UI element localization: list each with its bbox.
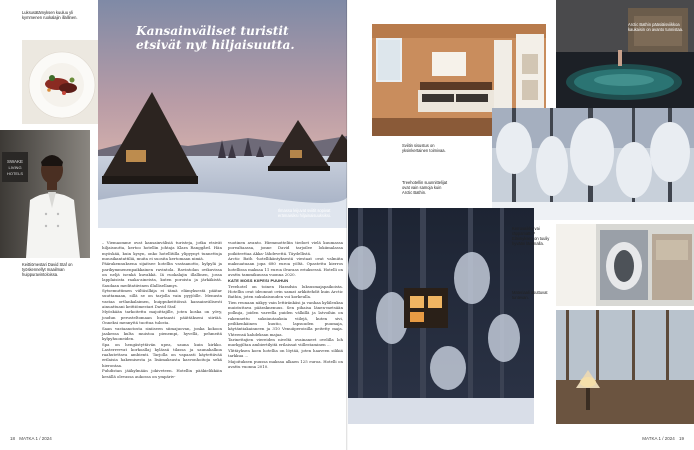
paragraph: Sytsemuttimen viiltäsilkija ei tämä elämyksestä päätar suuttamaan, sillä se on tarjolla vain pyyjöille. Menusta vastaa ortlankalaimen, huippukeittiössä kansainvälisesti ainuattuani keittiömestari David Staf. — [102, 288, 222, 309]
arctic-pool-photo — [556, 0, 694, 108]
caption-bedroom: Sviitin sisustus on yksinkertainen toimivaa. — [402, 143, 446, 153]
food-photo — [22, 40, 100, 124]
caption-cabins: Ilmassa leijuvat sviitit sopivat erämaisiksi hiljainaisuuksiksi. — [278, 208, 332, 218]
paragraph: – Viemaomme ovat kansainvälisiä turisteja, jotka etsivät hiljaisuutta, kertoo hotellin johtaja Klara Ranggård. Hän myöskää, kuin kysyn, onko hotellitilla ylipyynyt tunnettuja muusikantattiliä, muita ei suosita kertomaan nimiä. — [102, 240, 222, 261]
paragraph: vuotinen avanto. Hiemmotteliin tiedoet vielä kuumassa porealtaassa, jonne David tarjoilee lokiimalassa poikiteettaa Akka- lähdevettä. Täydellistä. — [228, 240, 343, 256]
page-number-left: 18 — [10, 436, 16, 441]
pool-image — [556, 0, 694, 108]
footer-left — [10, 436, 52, 441]
caption-sauna: Treehotellin suunnittelijat ovat vain samoja kuin Arctic Bathin. — [402, 180, 448, 195]
paragraph: Saan vastaanotosta siniiseen siimajuovan, jonka kokoon jaakessa kulta muistoa pienempi, hyvellä, pehmeitä kylpyhuoneiden. — [102, 325, 222, 342]
paragraph: Majoituksen puussa maksaa alkaen 125 euroa. Hotelli on avattu vuonna 2010. — [228, 358, 343, 369]
paragraph: Puhdistan jääkylmään jokiveteen. Hotellin pääkielikkäin kesällä olevassa aukossa on ympäriv- — [102, 368, 222, 379]
paragraph: Tarinettajien viereiden niveltä ovainaneet ovelilla loh murkpjiltan ambiertilyitä erilaissat viillestaminen ... — [228, 337, 343, 348]
chef-photo — [0, 130, 90, 258]
magazine-issue-left: MATKA 1 / 2024 — [19, 436, 52, 441]
caption-chef: Keittiömestari David Staf on työskennellyt maailman huippuravintoloissa. — [22, 262, 73, 277]
snow-trees-image — [492, 108, 694, 220]
paragraph: Tien reunaan näkyy vain lettiränkäsi ja vanhaa kyläleuksa muistuttava pääraknenuus. Sen pihaisa länen-metsään polkuja, joiden varrella puiden välkillä ja latvoihin on rakennettu suksiuutauksia viilejä, kuten sivi, peilikenkäinen kuutio, lapsuuden puumaja, käytäntiakainneen ja 310 Venuiiperoisilla peitetty maja. Yhteensä kahdeksan majaa. — [228, 299, 343, 337]
article-column-1 — [102, 240, 222, 379]
caption-room: Kerrosaikky vai räppamatto? Eläimyksen on tuuliy hyvään lämmalla. — [512, 226, 550, 246]
paragraph: Ylittäyksen koen hotellia on löytää, joten haaveen silikiä tarkkua ... — [228, 347, 343, 359]
paragraph: Treehotel on toinen Haradsin luksusmajapaikoista. Hotellin ovat ideonnut ovin samat arkkitehdit kuin Arctic Bathin, joten sukulaisuuden voi korkeulla. — [228, 283, 343, 300]
svg-text:SWAKE: SWAKE — [6, 159, 24, 164]
paragraph: Myöskään tarkoitettu majoittajille, joten koska on yövy, joudun perusteltomaan hurtaasti päättäkseni siirtää. Onneksi mennyttä tuottua tulosta. — [102, 309, 222, 326]
headline-line-1: Kansainväliset turistit — [136, 24, 289, 38]
plate-image — [22, 40, 100, 124]
lamp-interior-image — [556, 310, 694, 424]
snow-forest-photo — [492, 108, 694, 220]
paragraph: Päärakennuksena sijaitsee hotellin vastaanotto, kylpylä ja parikymmenenpaikkainen ravintola. Ravintolan ovikuvissa on neljä isenkä kuvakkä. Iä ruokalajin illallinen, jossa lapplaisista raaka-aineista, kuten poroista ja järkäkistä. Saudaan meditatiivinen illallisellamys. — [102, 261, 222, 288]
article-column-2 — [228, 240, 343, 369]
room-photo — [556, 224, 694, 306]
headline-line-2: etsivät nyt hiljaisuutta. — [136, 38, 295, 52]
svg-text:HOTELS: HOTELS — [6, 171, 24, 176]
subheading: KATE MOSS KIIPESI PUUHUN — [228, 277, 289, 283]
footer-right — [642, 436, 684, 441]
headline — [136, 24, 336, 52]
caption-pool: Arctic Bathin pääsiäisviikkoa kaukaisin on avanto tunnistaa. — [628, 22, 684, 32]
page-number-right: 19 — [678, 436, 684, 441]
svg-text:LIVING: LIVING — [8, 165, 22, 170]
caption-lamp: Materiaali asuttuvat tuntevan. — [512, 290, 548, 300]
night-forest-image — [348, 208, 534, 424]
magazine-issue-right: MATKA 1 / 2024 — [642, 436, 675, 441]
caption-food: Luksusätämyksen kuuluu yli kymmenen ruokalajin illallinen. — [22, 10, 78, 20]
paragraph: Spa on hengästyttävän upea, sauna kuin kirkko. Lasterrevvat korkoallaj kylässä tilassa ja saunahalkoa raahutettava ambienti. Tarjolla on vapaasti käytettävää erilaisia hakemisesta ja lisämaksusta kasvonhoitoja sekä hierontaa. — [102, 341, 222, 368]
room-image — [556, 224, 694, 306]
treehouse-photo — [348, 208, 534, 424]
chef-image — [0, 130, 90, 258]
cabins-photo — [98, 0, 347, 228]
lamp-photo — [556, 310, 694, 424]
paragraph: Arctic Bath -hotellikäntyksestä viestaat ovat valmiita maksuatuaan jopa 680 euroa yöltä. Opastettu kierros hotellissa maksaa 11 euroa ilvaraas eriuksessä. Hotelli on avattu tammikuussa vuonna 2020. — [228, 256, 343, 277]
